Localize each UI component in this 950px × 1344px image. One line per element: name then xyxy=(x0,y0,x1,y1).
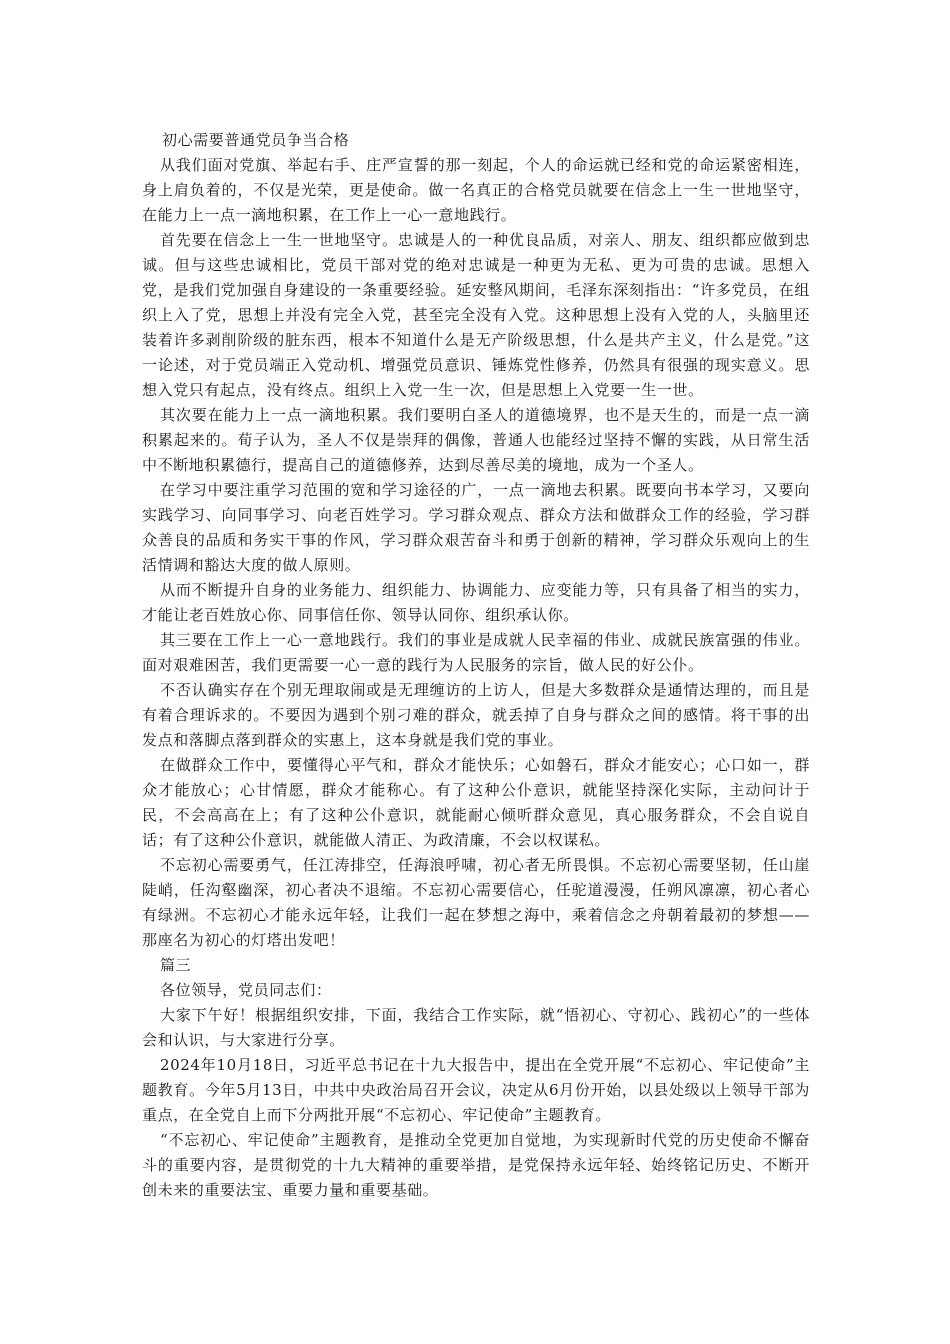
paragraph: 不忘初心需要勇气，任江涛排空，任海浪呼啸，初心者无所畏惧。不忘初心需要坚韧，任山崖陡峭，任沟壑幽深，初心者决不退缩。不忘初心需要信心，任驼道漫漫，任朔风凛凛，初心者心有绿洲。不忘初心才能永远年轻，让我们一起在梦想之海中，乘着信念之舟朝着最初的梦想——那座名为初心的灯塔出发吧！ xyxy=(142,856,810,949)
document-title: 初心需要普通党员争当合格 xyxy=(162,131,350,149)
paragraph: 在学习中要注重学习范围的宽和学习途径的广，一点一滴地去积累。既要向书本学习，又要向实践学习、向同事学习、向老百姓学习。学习群众观点、群众方法和做群众工作的经验，学习群众善良的品质和务实干事的作风，学习群众艰苦奋斗和勇于创新的精神，学习群众乐观向上的生活情调和豁达大度的做人原则。 xyxy=(142,481,810,574)
paragraph: 大家下午好！根据组织安排，下面，我结合工作实际，就“悟初心、守初心、践初心”的一些体会和认识，与大家进行分享。 xyxy=(142,1006,810,1049)
paragraph: 其三要在工作上一心一意地践行。我们的事业是成就人民幸福的伟业、成就民族富强的伟业。面对艰难困苦，我们更需要一心一意的践行为人民服务的宗旨，做人民的好公仆。 xyxy=(142,631,810,674)
paragraph: 不否认确实存在个别无理取闹或是无理缠访的上访人，但是大多数群众是通情达理的，而且是有着合理诉求的。不要因为遇到个别刁难的群众，就丢掉了自身与群众之间的感情。将干事的出发点和落脚点落到群众的实惠上，这本身就是我们党的事业。 xyxy=(142,681,810,749)
document-body xyxy=(142,128,810,1203)
paragraph: 在做群众工作中，要懂得心平气和，群众才能快乐；心如磐石，群众才能安心；心口如一，群众才能放心；心甘情愿，群众才能称心。有了这种公仆意识，就能坚持深化实际，主动问计于民，不会高高在上；有了这种公仆意识，就能耐心倾听群众意见，真心服务群众，不会自说自话；有了这种公仆意识，就能做人清正、为政清廉，不会以权谋私。 xyxy=(142,756,810,849)
paragraph: 从而不断提升自身的业务能力、组织能力、协调能力、应变能力等，只有具备了相当的实力，才能让老百姓放心你、同事信任你、领导认同你、组织承认你。 xyxy=(142,581,810,624)
paragraph: 从我们面对党旗、举起右手、庄严宣誓的那一刻起，个人的命运就已经和党的命运紧密相连，身上肩负着的，不仅是光荣，更是使命。做一名真正的合格党员就要在信念上一生一世地坚守，在能力上一点一滴地积累，在工作上一心一意地践行。 xyxy=(142,156,810,224)
paragraph: 首先要在信念上一生一世地坚守。忠诚是人的一种优良品质，对亲人、朋友、组织都应做到忠诚。但与这些忠诚相比，党员干部对党的绝对忠诚是一种更为无私、更为可贵的忠诚。思想入党，是我们党加强自身建设的一条重要经验。延安整风期间，毛泽东深刻指出：“许多党员，在组织上入了党，思想上并没有完全入党，甚至完全没有入党。这种思想上没有入党的人，头脑里还装着许多剥削阶级的脏东西，根本不知道什么是无产阶级思想，什么是共产主义，什么是党。”这一论述，对于党员端正入党动机、增强党员意识、锤炼党性修养，仍然具有很强的现实意义。思想入党只有起点，没有终点。组织上入党一生一次，但是思想上入党要一生一世。 xyxy=(142,231,810,399)
paragraph: “不忘初心、牢记使命”主题教育，是推动全党更加自觉地，为实现新时代党的历史使命不懈奋斗的重要内容，是贯彻党的十九大精神的重要举措，是党保持永远年轻、始终铭记历史、不断开创未来的重要法宝、重要力量和重要基础。 xyxy=(142,1131,810,1199)
paragraph: 其次要在能力上一点一滴地积累。我们要明白圣人的道德境界，也不是天生的，而是一点一滴积累起来的。荀子认为，圣人不仅是崇拜的偶像，普通人也能经过坚持不懈的实践，从日常生活中不断地积累德行，提高自己的道德修养，达到尽善尽美的境地，成为一个圣人。 xyxy=(142,406,810,474)
section-heading: 篇三 xyxy=(160,956,192,974)
salutation: 各位领导，党员同志们： xyxy=(160,981,332,999)
paragraph: 2024年10月18日，习近平总书记在十九大报告中，提出在全党开展“不忘初心、牢记使命”主题教育。今年5月13日，中共中央政治局召开会议，决定从6月份开始，以县处级以上领导干部为重点，在全党自上而下分两批开展“不忘初心、牢记使命”主题教育。 xyxy=(142,1056,810,1124)
